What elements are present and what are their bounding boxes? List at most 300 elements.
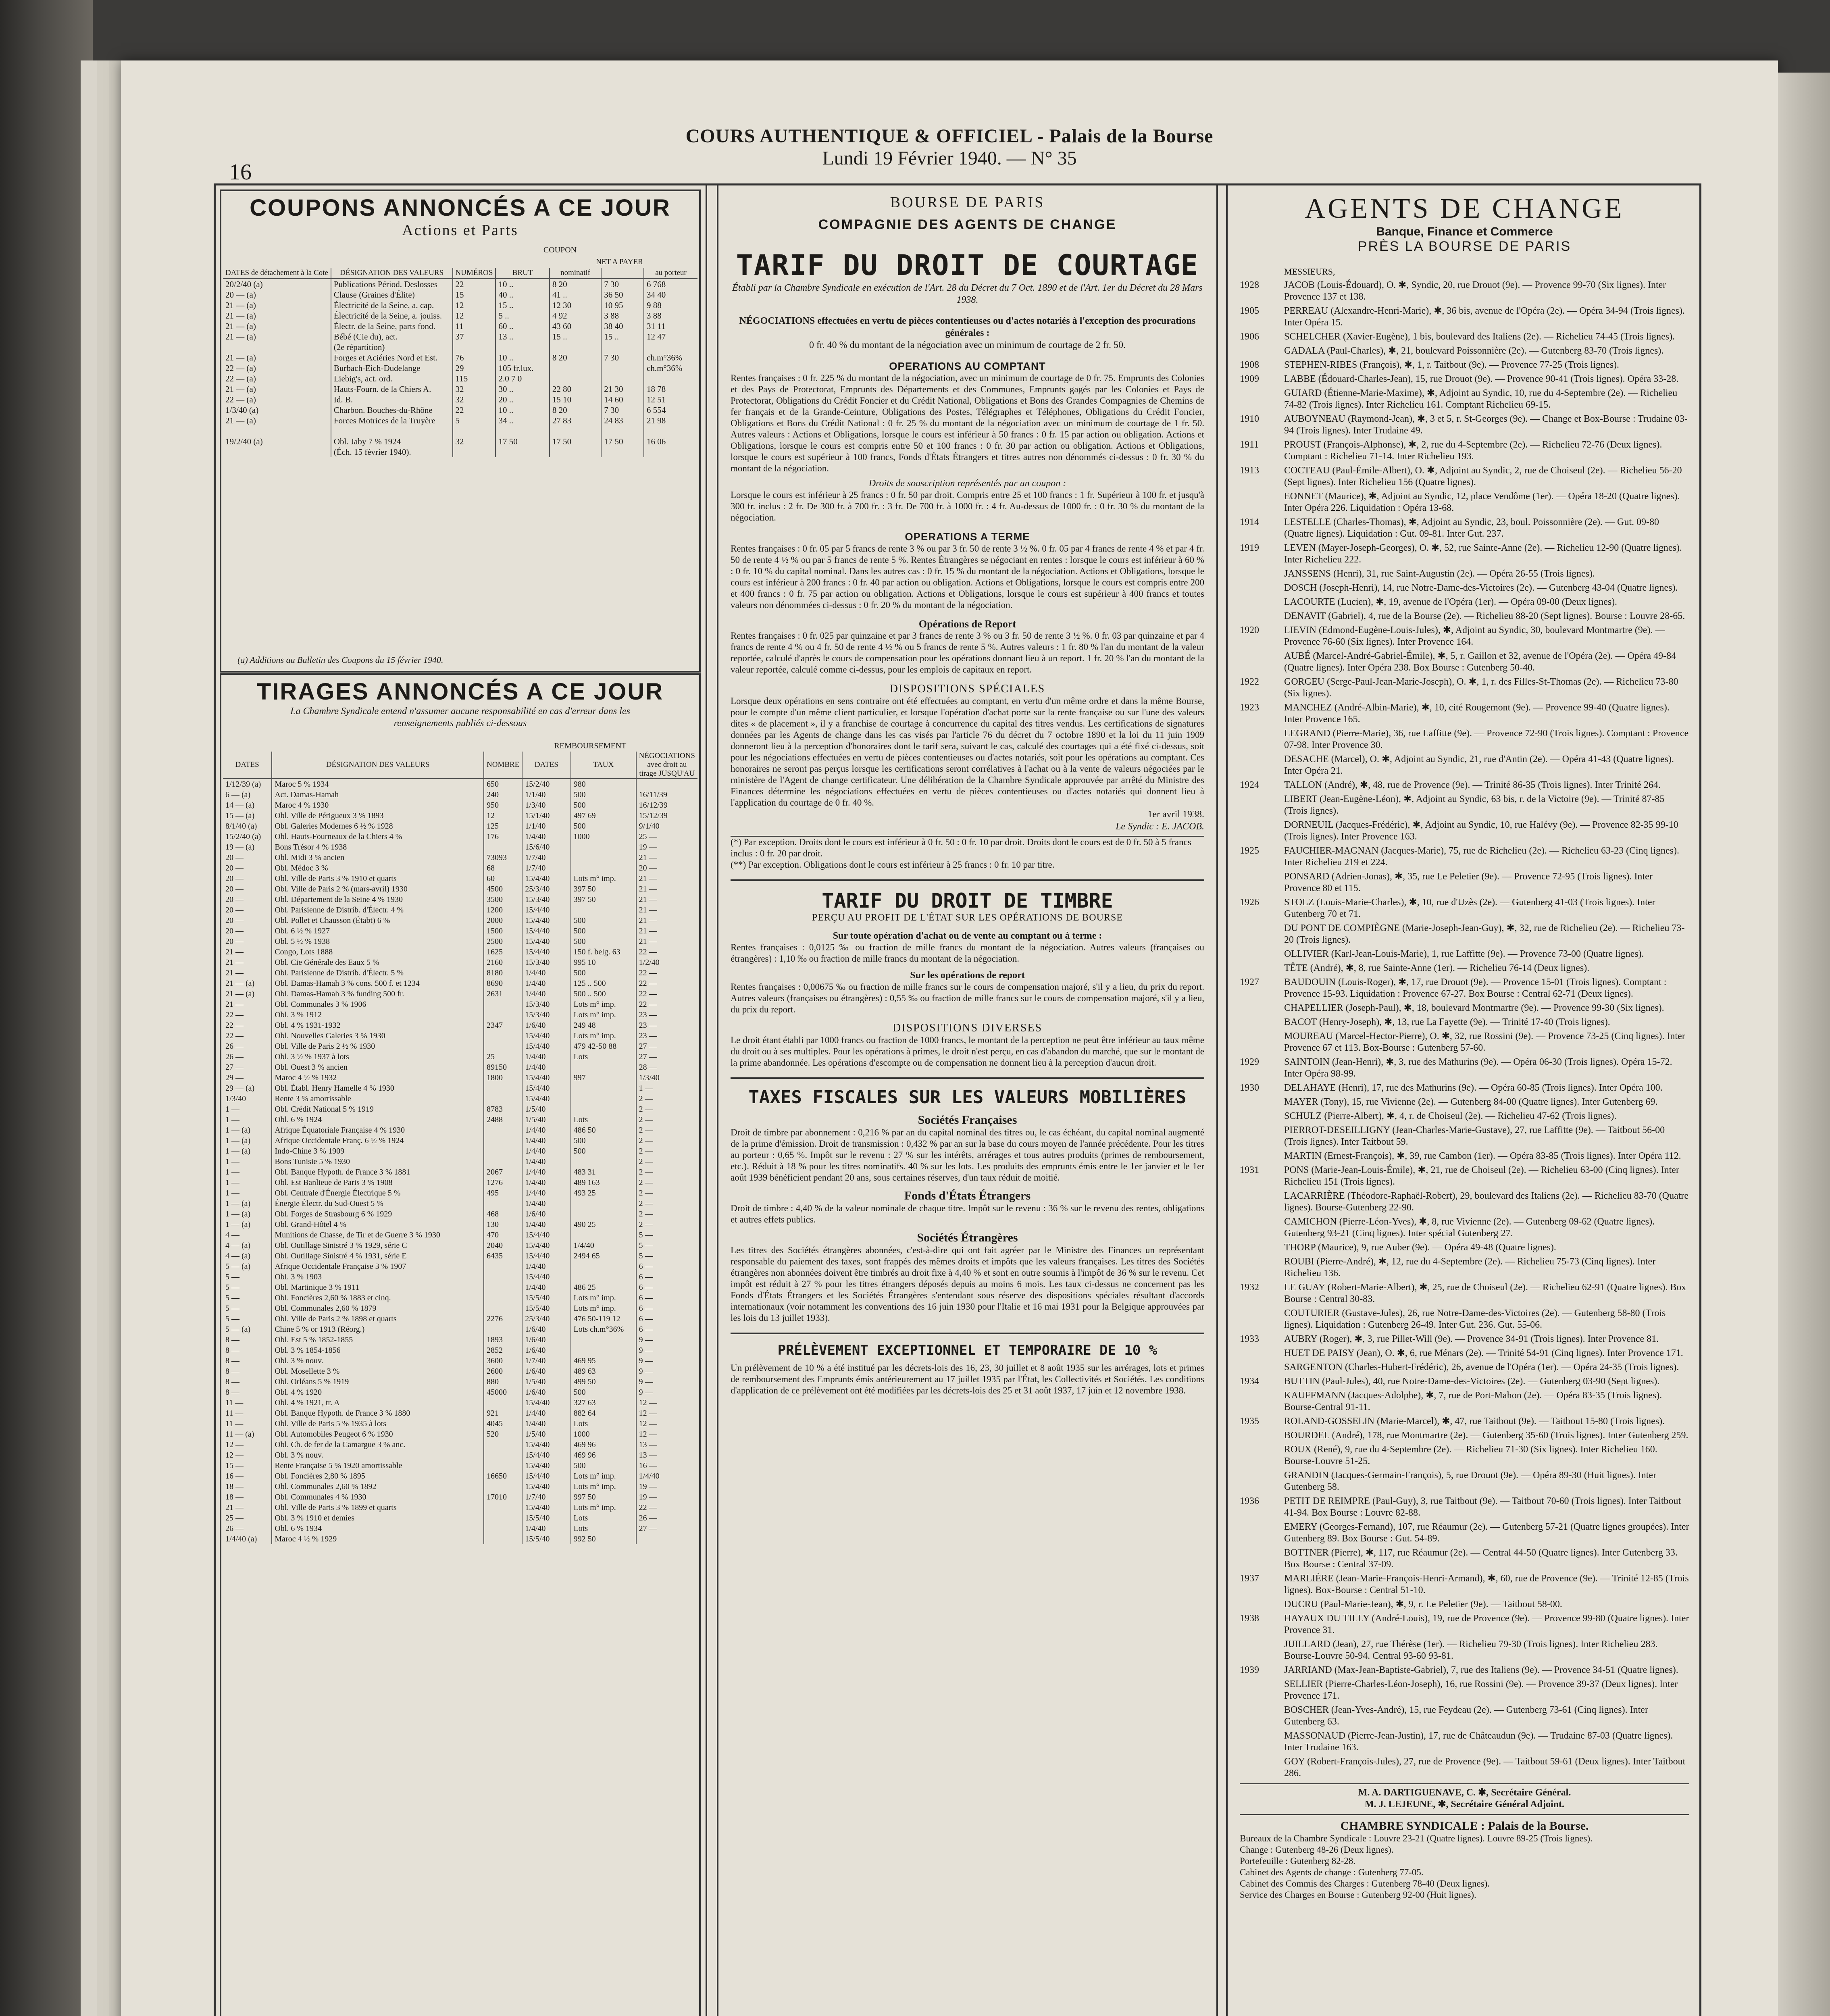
agent-year: 1905 — [1240, 306, 1259, 316]
report-text: Rentes françaises : 0 fr. 025 par quinzaine et par 3 francs de rente 3 % ou 3 fr. 50 de rente 3 ½ %. 0 fr. 03 par quinzaine et par 4 francs de rente 4 % ou 4 fr. 50 de rente 4 ½ % ou 5 francs de rente 5 %. Autres valeurs : 1 fr. 80 % l'an du montant de la valeur reportée, calculé d'après le cours de compensation pour les opérations donnant lieu à un report. 1 fr. 20 % l'an du montant de la valeur reportée, calculé comme ci-dessus, pour les emplois de capitaux en report. — [731, 631, 1204, 675]
table-cell — [571, 1209, 636, 1219]
table-row — [223, 800, 697, 810]
table-cell: 1/7/40 — [522, 1492, 570, 1502]
table-row — [223, 1366, 697, 1377]
table-cell: 6 — — [636, 1293, 697, 1303]
table-cell — [495, 447, 549, 457]
table-cell: Obl. Ville de Paris 2 % 1898 et quarts — [272, 1314, 484, 1324]
table-cell: 15/4/40 — [522, 905, 570, 915]
table-cell: 15/4/40 — [522, 947, 570, 957]
table-cell: ch.m°36% — [644, 363, 697, 373]
coupons-note: (a) Additions au Bulletin des Coupons du 15 février 1940. — [237, 655, 443, 665]
agent-details: AUBRY (Roger), ✱, 3, rue Pillet-Will (9e). — Provence 34-91 (Trois lignes). Inter Provence 81. — [1284, 1334, 1659, 1344]
table-cell: Obl. 5 ½ % 1938 — [272, 936, 484, 947]
table-cell: 15/4/40 — [522, 1031, 570, 1041]
table-cell: 1/3/40 — [636, 1073, 697, 1083]
table-cell: Liebig's, act. ord. — [331, 373, 453, 384]
coupons-subtitle: Actions et Parts — [402, 222, 518, 239]
table-cell: 21 — — [225, 1503, 244, 1512]
table-row — [223, 789, 697, 800]
table-cell: 6 — — [636, 1261, 697, 1272]
table-cell: 15/4/40 — [522, 1272, 570, 1282]
table-cell: 5 — (a) — [225, 1262, 251, 1271]
chambre-title: CHAMBRE SYNDICALE : Palais de la Bourse. — [1340, 1819, 1589, 1833]
agent-entry — [1240, 962, 1689, 974]
table-cell: 23 — — [636, 1020, 697, 1031]
table-cell: 397 50 — [571, 894, 636, 905]
table-cell: 25/3/40 — [522, 1314, 570, 1324]
agent-year: 1911 — [1240, 439, 1259, 450]
table-cell: 9 — — [636, 1356, 697, 1366]
table-cell: Maroc 4 ½ % 1932 — [272, 1073, 484, 1083]
table-cell: 486 25 — [571, 1282, 636, 1293]
table-cell: 22 — (a) — [225, 363, 256, 373]
agent-entry — [1240, 1730, 1689, 1754]
agent-details: DOSCH (Joseph-Henri), 14, rue Notre-Dame-des-Victoires (2e). — Gutenberg 43-04 (Quatre lignes). — [1284, 583, 1678, 593]
table-cell: Forges et Aciéries Nord et Est. — [331, 352, 453, 363]
table-cell: 105 fr.lux. — [495, 363, 549, 373]
courtage-kicker: BOURSE DE PARIS — [890, 194, 1045, 211]
table-cell: 27 — — [636, 1052, 697, 1062]
timbre-achat-title: Sur toute opération d'achat ou de vente au comptant ou à terme : — [833, 931, 1102, 941]
courtage-nego-text: 0 fr. 40 % du montant de la négociation avec un minimum de courtage de 2 fr. 50. — [809, 340, 1126, 350]
table-cell — [636, 1534, 697, 1544]
table-cell — [636, 779, 697, 789]
courtage-intro: Établi par la Chambre Syndicale en exécution de l'Art. 28 du Décret du 7 Oct. 1890 et de l'Art. 1er du Décret du 28 Mars 1938. — [732, 283, 1203, 305]
table-cell: 1200 — [484, 905, 522, 915]
table-cell — [484, 1083, 522, 1093]
agent-year: 1914 — [1240, 517, 1259, 527]
table-row — [223, 1272, 697, 1282]
table-cell: 11 — — [225, 1419, 244, 1428]
table-cell: 15 — — [225, 1461, 244, 1470]
agent-entry — [1240, 465, 1689, 488]
agent-details: EMERY (Georges-Fernand), 107, rue Réaumur (2e). — Gutenberg 57-21 (Quatre lignes groupées). Inter Gutenberg 89. Box Bourse : Gut. 54-89. — [1284, 1522, 1689, 1544]
timbre-title: TARIF DU DROIT DE TIMBRE — [822, 889, 1113, 912]
table-row — [223, 936, 697, 947]
table-row — [223, 1230, 697, 1240]
table-cell — [484, 1293, 522, 1303]
table-cell: Obl. Communales 2,60 % 1892 — [272, 1481, 484, 1492]
table-cell: 3 88 — [644, 310, 697, 321]
table-cell: 17 50 — [601, 436, 644, 447]
table-cell: 882 64 — [571, 1408, 636, 1418]
table-cell: 1 — (a) — [225, 1220, 251, 1229]
table-row — [223, 926, 697, 936]
table-row — [223, 884, 697, 894]
table-cell: Obl. Cie Générale des Eaux 5 % — [272, 957, 484, 968]
page-edge — [97, 60, 109, 2016]
agent-details: GORGEU (Serge-Paul-Jean-Marie-Joseph), O. ✱, 1, r. des Filles-St-Thomas (2e). — Richelieu 73-80 (Six lignes). — [1284, 677, 1678, 699]
agent-details: MAYER (Tony), 15, rue Vivienne (2e). — Gutenberg 84-00 (Quatre lignes). Inter Gutenberg 69. — [1284, 1097, 1658, 1107]
table-cell: 60 — [484, 873, 522, 884]
table-cell: 15/5/40 — [522, 1293, 570, 1303]
taxes-fr-text: Droit de timbre par abonnement : 0,216 % par an du capital nominal des titres ou, le cas échéant, du capital nominal augmenté de la prime d'émission. Droit de transmission : 0,432 % par an sur la base du cours moyen de l'année précédente. Pour les titres au porteur : 0,65 %. Impôt sur le revenu : 27 % sur les intérêts, arrérages et tous autres produits (primes de remboursement, etc.). Réduit à 18 % pour les titres nominatifs. 40 % sur les lots. Les produits des emprunts émis entre le 1er janvier et le 1er août 1939 bénéficient pendant 20 ans, sous certaines réserves, d'un taux réduit de moitié. — [731, 1127, 1204, 1183]
table-cell: 18 78 — [644, 384, 697, 394]
table-cell — [223, 342, 331, 352]
table-cell: 19 — — [636, 1492, 697, 1502]
agent-details: ROUBI (Pierre-André), ✱, 12, rue du 4-Septembre (2e). — Richelieu 75-73 (Cinq lignes). Inter Richelieu 136. — [1284, 1256, 1656, 1279]
table-cell: Lots m° imp. — [571, 999, 636, 1010]
table-row — [223, 978, 697, 989]
table-cell: 4045 — [484, 1418, 522, 1429]
agent-details: ROLAND-GOSSELIN (Marie-Marcel), ✱, 47, rue Taitbout (9e). — Taitbout 15-80 (Trois lignes). — [1284, 1416, 1665, 1427]
table-cell: 1/4/40 — [522, 1156, 570, 1167]
table-cell: Obl. Hauts-Fourneaux de la Chiers 4 % — [272, 831, 484, 842]
table-cell: 19 — — [636, 1481, 697, 1492]
table-cell: 1 — (a) — [225, 1210, 251, 1218]
table-cell: 28 — — [636, 1062, 697, 1073]
table-row — [223, 1282, 697, 1293]
table-cell: Chine 5 % or 1913 (Réorg.) — [272, 1324, 484, 1335]
agent-details: AUBÉ (Marcel-André-Gabriel-Émile), ✱, 5, r. Gaillon et 32, avenue de l'Opéra (2e). — Opéra 49-84 (Quatre lignes). Inter Opéra 238. Box Bourse : Gutenberg 50-40. — [1284, 651, 1676, 673]
table-cell: 1/6/40 — [522, 1345, 570, 1356]
table-row — [223, 1062, 697, 1073]
table-cell: 24 83 — [601, 415, 644, 426]
table-row — [223, 1198, 697, 1209]
agent-entry — [1240, 1664, 1689, 1676]
table-cell: Obl. Ville de Périgueux 3 % 1893 — [272, 810, 484, 821]
agent-entry — [1240, 439, 1689, 462]
table-row — [223, 915, 697, 926]
table-cell: 8 — — [225, 1356, 239, 1365]
table-cell: 16 — — [636, 1460, 697, 1471]
table-cell: 5 .. — [495, 310, 549, 321]
table-cell: 469 96 — [571, 1439, 636, 1450]
table-cell: 12 30 — [550, 300, 601, 310]
table-row — [223, 894, 697, 905]
table-cell: 880 — [484, 1377, 522, 1387]
table-cell: 15/4/40 — [522, 936, 570, 947]
table-cell: 21 — — [636, 936, 697, 947]
table-cell: 2067 — [484, 1167, 522, 1177]
report-title: Opérations de Report — [918, 618, 1016, 630]
agent-entry — [1240, 1573, 1689, 1596]
table-cell: 15/5/40 — [522, 1513, 570, 1523]
courtage-nego-title: NÉGOCIATIONS effectuées en vertu de pièces contentieuses ou d'actes notariés à l'exception des procurations générales : — [739, 316, 1196, 338]
table-row — [223, 1146, 697, 1156]
table-cell — [571, 1093, 636, 1104]
agent-entry — [1240, 1390, 1689, 1413]
table-cell: 1 — — [636, 1083, 697, 1093]
agent-entry — [1240, 1110, 1689, 1122]
table-cell: 17010 — [484, 1492, 522, 1502]
table-cell — [484, 1156, 522, 1167]
table-cell: 15/3/40 — [522, 999, 570, 1010]
book-spine — [0, 0, 93, 2016]
table-cell: 1/4/40 (a) — [225, 1535, 257, 1543]
table-cell: 2 — — [636, 1177, 697, 1188]
table-cell: Obl. Ouest 3 % ancien — [272, 1062, 484, 1073]
table-row — [223, 821, 697, 831]
table-cell: 32 — [453, 394, 496, 405]
col-numeros: NUMÉROS — [453, 268, 496, 279]
table-cell: (2e répartition) — [331, 342, 453, 352]
table-cell: Bons Tunisie 5 % 1930 — [272, 1156, 484, 1167]
table-row — [223, 363, 697, 373]
table-cell: 500 — [571, 821, 636, 831]
table-cell: 1/6/40 — [522, 1335, 570, 1345]
agents-subtitle-1: Banque, Finance et Commerce — [1376, 225, 1553, 238]
table-cell: 1 — (a) — [225, 1136, 251, 1145]
table-cell: 26 — — [225, 1524, 244, 1533]
table-cell: Lots m° imp. — [571, 1031, 636, 1041]
table-cell: 20 — — [225, 927, 244, 935]
agent-entry — [1240, 542, 1689, 566]
tirages-table — [223, 752, 697, 1544]
table-cell: 15 .. — [601, 331, 644, 342]
agent-details: DORNEUIL (Jacques-Frédéric), ✱, Adjoint au Syndic, 10, rue Halévy (9e). — Provence 82-35 99-10 (Trois lignes). Inter Provence 163. — [1284, 820, 1678, 842]
table-cell: 11 — [453, 321, 496, 331]
agent-year: 1913 — [1240, 465, 1259, 476]
table-row — [223, 905, 697, 915]
table-cell: 21 — (a) — [225, 416, 256, 425]
table-cell: 950 — [484, 800, 522, 810]
table-row — [223, 1020, 697, 1031]
table-cell: 12 51 — [644, 394, 697, 405]
table-cell: 26 — — [636, 1513, 697, 1523]
table-cell: 2040 — [484, 1240, 522, 1251]
table-row — [223, 405, 697, 415]
table-cell: 15/4/40 — [522, 1460, 570, 1471]
table-cell: 29 — [453, 363, 496, 373]
table-cell: 1/4/40 — [522, 1219, 570, 1230]
table-cell — [484, 1450, 522, 1460]
table-cell: Obl. Mosellette 3 % — [272, 1366, 484, 1377]
table-row — [223, 1177, 697, 1188]
col-blank — [601, 268, 644, 279]
table-cell: 27 — — [636, 1523, 697, 1534]
agent-details: BOTTNER (Pierre), ✱, 117, rue Réaumur (2e). — Central 44-50 (Quatre lignes). Inter Gutenberg 33. Box Bourse : Central 37-09. — [1284, 1547, 1678, 1570]
table-cell: 16 — — [225, 1472, 244, 1481]
table-cell — [484, 1303, 522, 1314]
table-cell: 2 — — [636, 1146, 697, 1156]
table-cell: 1 — — [225, 1178, 239, 1187]
agent-year: 1939 — [1240, 1665, 1259, 1675]
agent-year: 1908 — [1240, 360, 1259, 370]
table-cell: Obl. Ville de Paris 5 % 1935 à lots — [272, 1418, 484, 1429]
table-cell: 40 .. — [495, 289, 549, 300]
table-cell: 20 — — [225, 906, 244, 914]
table-cell: 19 — — [636, 842, 697, 852]
table-cell — [484, 1439, 522, 1450]
table-cell: 15/4/40 — [522, 1439, 570, 1450]
table-cell — [571, 1062, 636, 1073]
agent-entry — [1240, 1376, 1689, 1387]
table-cell: 15 .. — [550, 331, 601, 342]
agent-year: 1931 — [1240, 1165, 1259, 1175]
table-cell: 1/6/40 — [522, 1209, 570, 1219]
agent-details: DU PONT DE COMPIÈGNE (Marie-Joseph-Jean-Guy), ✱, 32, rue de Richelieu (2e). — Richelieu 73-20 (Trois lignes). — [1284, 923, 1685, 945]
table-cell: 22 — (a) — [225, 374, 256, 383]
table-cell — [484, 1146, 522, 1156]
table-cell: 5 — — [225, 1304, 239, 1313]
table-cell — [484, 1261, 522, 1272]
table-cell: 21 98 — [644, 415, 697, 426]
table-cell: 22 — — [225, 1021, 244, 1030]
table-cell: 21 — (a) — [225, 989, 255, 998]
agent-details: LE GUAY (Robert-Marie-Albert), ✱, 25, rue de Choiseul (2e). — Richelieu 62-91 (Quatre lignes). Box Bourse : Central 30-83. — [1284, 1282, 1686, 1304]
table-cell: Obl. Ville de Paris 2 % (mars-avril) 1930 — [272, 884, 484, 894]
table-cell: 13 — — [636, 1450, 697, 1460]
table-cell: Obl. Pollet et Chausson (Étabt) 6 % — [272, 915, 484, 926]
table-cell: 1500 — [484, 926, 522, 936]
table-cell — [571, 842, 636, 852]
table-cell: 8 20 — [550, 405, 601, 415]
taxes-fe-text: Droit de timbre : 4,40 % de la valeur nominale de chaque titre. Impôt sur le revenu : 36 % sur le revenu des rentes, obligations et autres effets publics. — [731, 1203, 1204, 1225]
table-cell — [484, 1272, 522, 1282]
table-row — [223, 373, 697, 384]
chambre-line: Cabinet des Agents de change : Gutenberg 77-05. — [1240, 1867, 1424, 1877]
table-cell: 32 — [453, 436, 496, 447]
table-cell: Obl. Outillage Sinistré 3 % 1929, série C — [272, 1240, 484, 1251]
table-cell: 6 — — [636, 1303, 697, 1314]
table-cell: Obl. Foncières 2,80 % 1895 — [272, 1471, 484, 1481]
table-row — [223, 436, 697, 447]
table-cell: 15/4/40 — [522, 1041, 570, 1052]
table-cell: 995 10 — [571, 957, 636, 968]
agent-entry — [1240, 345, 1689, 357]
dispo-title: DISPOSITIONS SPÉCIALES — [889, 683, 1045, 695]
table-cell: Munitions de Chasse, de Tir et de Guerre 3 % 1930 — [272, 1230, 484, 1240]
table-cell: 12 — — [636, 1429, 697, 1439]
table-cell: 1/5/40 — [522, 1114, 570, 1125]
agent-details: PIERROT-DESEILLIGNY (Jean-Charles-Marie-Gustave), 27, rue Laffitte (9e). — Taitbout 56-00 (Trois lignes). Inter Taitbout 59. — [1284, 1125, 1665, 1147]
table-cell — [484, 1031, 522, 1041]
table-cell: 1 — (a) — [225, 1199, 251, 1208]
table-row — [223, 415, 697, 426]
table-cell: 1 — — [225, 1157, 239, 1166]
agent-details: BOURDEL (André), 178, rue Montmartre (2e). — Gutenberg 35-60 (Trois lignes). Inter Gutenberg 259. — [1284, 1430, 1688, 1441]
comptant-text: Rentes françaises : 0 fr. 225 % du montant de la négociation, avec un minimum de courtage de 0 fr. 75. Emprunts des Colonies et des Pays de Protectorat, Emprunts des Départements et des Communes, Emprunts gagés par les Colonies et Pays de Protectorat, Obligations du Crédit Foncier et du Crédit National, Obligations et Bons des Grandes Compagnies de Chemins de fer français et de la Grande-Ceinture, Obligations des Postes, Télégraphes et Téléphones, Obligations du Crédit Foncier, Obligations et Bons du Crédit National : 0 fr. 25 % du montant de la négociation avec un minimum de courtage de 1 fr. 50. Autres valeurs : Actions et Obligations, lorsque le cours est inférieur à 50 francs : 0 fr. 15 par action ou obligation. Actions et Obligations, lorsque le cours est compris entre 50 et 100 francs : 0 fr. 30 par action ou obligation. Actions et Obligations, lorsque le cours est supérieur à 100 francs, Fonds d'États Étrangers et titres autres non dénommés ci-dessus : 0 fr. 30 % du montant de la négociation. — [731, 373, 1204, 473]
table-cell: Obl. Foncières 2,60 % 1883 et cinq. — [272, 1293, 484, 1303]
agent-year: 1933 — [1240, 1334, 1259, 1344]
agent-details: PERREAU (Alexandre-Henri-Marie), ✱, 36 bis, avenue de l'Opéra (2e). — Opéra 34-94 (Trois lignes). Inter Opéra 15. — [1284, 306, 1685, 328]
agent-entry — [1240, 1016, 1689, 1028]
table-cell: 1/6/40 — [522, 1020, 570, 1031]
table-cell: 500 — [571, 1135, 636, 1146]
table-cell: 8 — — [225, 1367, 239, 1376]
table-row — [223, 1523, 697, 1534]
table-row — [223, 310, 697, 321]
agent-entry — [1240, 568, 1689, 580]
table-cell: 1/4/40 — [522, 1188, 570, 1198]
table-cell: Obl. Établ. Henry Hamelle 4 % 1930 — [272, 1083, 484, 1093]
table-cell: Congo, Lots 1888 — [272, 947, 484, 957]
table-cell — [571, 1156, 636, 1167]
table-cell: 2 — — [636, 1198, 697, 1209]
table-cell — [484, 1523, 522, 1534]
table-cell: 43 60 — [550, 321, 601, 331]
table-cell: 1 — — [225, 1115, 239, 1124]
agent-entry — [1240, 1430, 1689, 1441]
agent-details: BAUDOUIN (Louis-Roger), ✱, 17, rue Drouot (9e). — Provence 15-01 (Trois lignes). Comptant : Provence 15-93. Liquidation : Provence 67-27. Box Bourse : Central 62-71 (Deux lignes). — [1284, 977, 1667, 999]
table-cell: Obl. 6 ½ % 1927 — [272, 926, 484, 936]
diverses-text: Le droit étant établi par 1000 francs ou fraction de 1000 francs, le montant de la perception ne peut être inférieur au taux même du droit ou à ses multiples. Pour les opérations à primes, le droit n'est perçu, en cas d'abandon du marché, que sur le montant de la prime abandonnée. Les opérations d'escompte ou de compensation ne donnent lieu à la perception d'aucun droit. — [731, 1035, 1204, 1068]
agent-year: 1935 — [1240, 1416, 1259, 1427]
table-cell — [453, 426, 496, 436]
table-cell: Obl. 3 % nouv. — [272, 1356, 484, 1366]
col-designation: DÉSIGNATION DES VALEURS — [272, 752, 484, 779]
droits-title: Droits de souscription représentés par un coupon : — [868, 478, 1066, 489]
table-cell: 1 — — [225, 1168, 239, 1177]
table-cell: 5 — — [636, 1230, 697, 1240]
column-left — [216, 185, 707, 2016]
taxes-title: TAXES FISCALES SUR LES VALEURS MOBILIÈRES — [748, 1087, 1187, 1108]
table-cell: 15/4/40 — [522, 1093, 570, 1104]
table-cell: 20 — — [225, 853, 244, 862]
table-cell: 499 50 — [571, 1377, 636, 1387]
agent-details: FAUCHIER-MAGNAN (Jacques-Marie), 75, rue de Richelieu (2e). — Richelieu 63-23 (Cinq lignes). Inter Richelieu 219 et 224. — [1284, 846, 1679, 868]
table-cell — [571, 1345, 636, 1356]
table-cell: Obl. Banque Hypoth. de France 3 % 1880 — [272, 1408, 484, 1418]
table-cell: Lots ch.m°36% — [571, 1324, 636, 1335]
table-row — [223, 1377, 697, 1387]
table-cell: Obl. Outillage Sinistré 4 % 1931, série E — [272, 1251, 484, 1261]
table-row — [223, 1513, 697, 1523]
table-cell: 15/6/40 — [522, 842, 570, 852]
table-cell: 21 — (a) — [225, 321, 256, 331]
table-row — [223, 1041, 697, 1052]
table-cell: 1/4/40 — [522, 1177, 570, 1188]
table-cell: 25 — — [225, 1514, 244, 1522]
table-cell: Id. B. — [331, 394, 453, 405]
table-cell — [601, 426, 644, 436]
agent-entry — [1240, 728, 1689, 751]
table-cell: 16650 — [484, 1471, 522, 1481]
table-row — [223, 1010, 697, 1020]
table-cell: 18 — — [225, 1493, 244, 1502]
agent-entry — [1240, 596, 1689, 608]
tirages-title: TIRAGES ANNONCÉS A CE JOUR — [256, 679, 664, 705]
agent-details: LACOURTE (Lucien), ✱, 19, avenue de l'Opéra (1er). — Opéra 09-00 (Deux lignes). — [1284, 597, 1618, 607]
table-row — [223, 1460, 697, 1471]
table-cell: 20 — — [225, 916, 244, 925]
col-nominatif: nominatif — [550, 268, 601, 279]
table-cell — [550, 426, 601, 436]
table-cell: 493 25 — [571, 1188, 636, 1198]
table-cell: 21 — — [225, 948, 244, 956]
agent-details: LABBE (Édouard-Charles-Jean), 15, rue Drouot (9e). — Provence 90-41 (Trois lignes). Opéra 33-28. — [1284, 374, 1679, 384]
table-cell: Burbach-Eich-Dudelange — [331, 363, 453, 373]
taxes-section — [731, 1077, 1204, 1324]
table-cell — [571, 1198, 636, 1209]
agent-entry — [1240, 845, 1689, 868]
agent-details: LEGRAND (Pierre-Marie), 36, rue Laffitte (9e). — Provence 72-90 (Trois lignes). Comptant : Provence 07-98. Inter Provence 30. — [1284, 728, 1689, 750]
table-cell: 20 — (a) — [225, 290, 256, 300]
table-row — [223, 1104, 697, 1114]
table-cell: 20/2/40 (a) — [225, 279, 263, 289]
table-cell: 1 — (a) — [225, 1147, 251, 1156]
table-row — [223, 1188, 697, 1198]
table-cell: 15/12/39 — [636, 810, 697, 821]
table-cell: 20 — — [225, 895, 244, 904]
table-cell: 2 — — [636, 1167, 697, 1177]
table-row — [223, 1345, 697, 1356]
table-cell: 490 25 — [571, 1219, 636, 1230]
table-cell: 500 — [571, 936, 636, 947]
agent-entry — [1240, 1416, 1689, 1427]
agent-entry — [1240, 491, 1689, 514]
agent-entry — [1240, 754, 1689, 777]
agent-entry — [1240, 819, 1689, 843]
table-row — [223, 842, 697, 852]
table-row — [223, 1387, 697, 1397]
table-row — [223, 1219, 697, 1230]
table-cell: 1625 — [484, 947, 522, 957]
table-cell: 2 — — [636, 1135, 697, 1146]
table-cell: 12 — [484, 810, 522, 821]
